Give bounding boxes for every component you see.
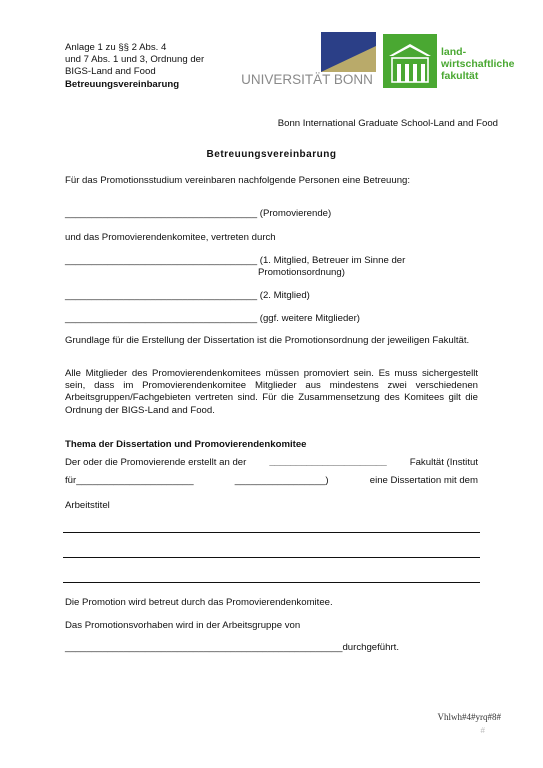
signature-label: (ggf. weitere Mitglieder): [259, 313, 361, 324]
title-rule-2: [63, 557, 480, 558]
signature-promovierende: [65, 208, 331, 220]
header-line-1: Anlage 1 zu §§ 2 Abs. 4: [65, 42, 167, 53]
signature-blank: ____________________________________: [65, 313, 258, 324]
working-group-blank: ____________________________________________________: [65, 642, 343, 653]
faculty-name-2: wirtschaftliche: [441, 58, 515, 70]
header-line-4: Betreuungsvereinbarung: [65, 78, 180, 90]
thesis-line-2: [65, 475, 478, 487]
title-rule-3: [63, 582, 480, 583]
signature-blank: ____________________________________: [65, 255, 258, 266]
committee-intro: und das Promovierendenkomitee, vertreten durch: [65, 232, 276, 243]
closing-supervision: Die Promotion wird betreut durch das Promovierendenkomitee.: [65, 597, 333, 608]
page-footer: Vhlwh#4#yrq#8#: [437, 712, 501, 722]
section-heading: Thema der Dissertation und Promovierendenkomitee: [65, 439, 307, 450]
institute-blank: _________________): [234, 475, 329, 486]
document-header: [65, 42, 204, 91]
thesis-text: Der oder die Promovierende erstellt an der: [65, 457, 247, 468]
document-title: Betreuungsvereinbarung: [206, 149, 337, 160]
faculty-blank: ______________________: [269, 457, 387, 468]
school-name: Bonn International Graduate School-Land and Food: [277, 118, 498, 129]
faculty-name-3: fakultät: [441, 70, 479, 82]
institute-blank: ______________________: [76, 475, 194, 486]
title-rule-1: [63, 532, 480, 533]
signature-label: (2. Mitglied): [259, 290, 310, 301]
signature-member-1: [65, 255, 405, 267]
paragraph-members: Alle Mitglieder des Promovierendenkomitees müssen promoviert sein. Es muss sichergestellt sein, dass im Promovierendenkomitee Mitglieder aus mindestens zwei verschiedenen Arbeitsgruppen/Fachgebieten vertreten sind. Für die Zusammensetzung des Komitees gilt die Ordnung der BIGS-Land and Food.: [65, 368, 478, 416]
working-title-label: Arbeitstitel: [65, 500, 110, 511]
signature-blank: ____________________________________: [65, 208, 258, 219]
signature-blank: ____________________________________: [65, 290, 258, 301]
signature-member-1-cont: Promotionsordnung): [258, 267, 345, 278]
signature-member-2: [65, 290, 310, 302]
signature-label: (Promovierende): [259, 208, 332, 219]
page-footer-mark: #: [480, 726, 485, 735]
closing-working-group: Das Promotionsvorhaben wird in der Arbeitsgruppe von: [65, 620, 301, 631]
paragraph-basis: Grundlage für die Erstellung der Dissertation ist die Promotionsordnung der jeweiligen Fakultät.: [65, 335, 470, 346]
closing-conducted: [65, 642, 399, 654]
intro-text: Für das Promotionsstudium vereinbaren nachfolgende Personen eine Betreuung:: [65, 175, 411, 186]
thesis-text: eine Dissertation mit dem: [369, 475, 478, 486]
thesis-text: Fakultät (Institut: [409, 457, 478, 468]
header-line-2: und 7 Abs. 1 und 3, Ordnung der: [65, 54, 205, 66]
thesis-text: für______________________: [65, 475, 194, 486]
signature-label: (1. Mitglied, Betreuer im Sinne der: [259, 255, 406, 266]
faculty-name-1: land-: [441, 46, 467, 58]
university-bonn-logo: [239, 32, 377, 88]
thesis-line-1: [65, 457, 478, 469]
closing-end-text: durchgeführt.: [342, 642, 399, 653]
faculty-logo: [383, 34, 515, 88]
header-line-3: BIGS-Land and Food: [65, 66, 156, 78]
signature-further-members: [65, 313, 360, 325]
university-name: UNIVERSITÄT BONN: [241, 72, 373, 87]
